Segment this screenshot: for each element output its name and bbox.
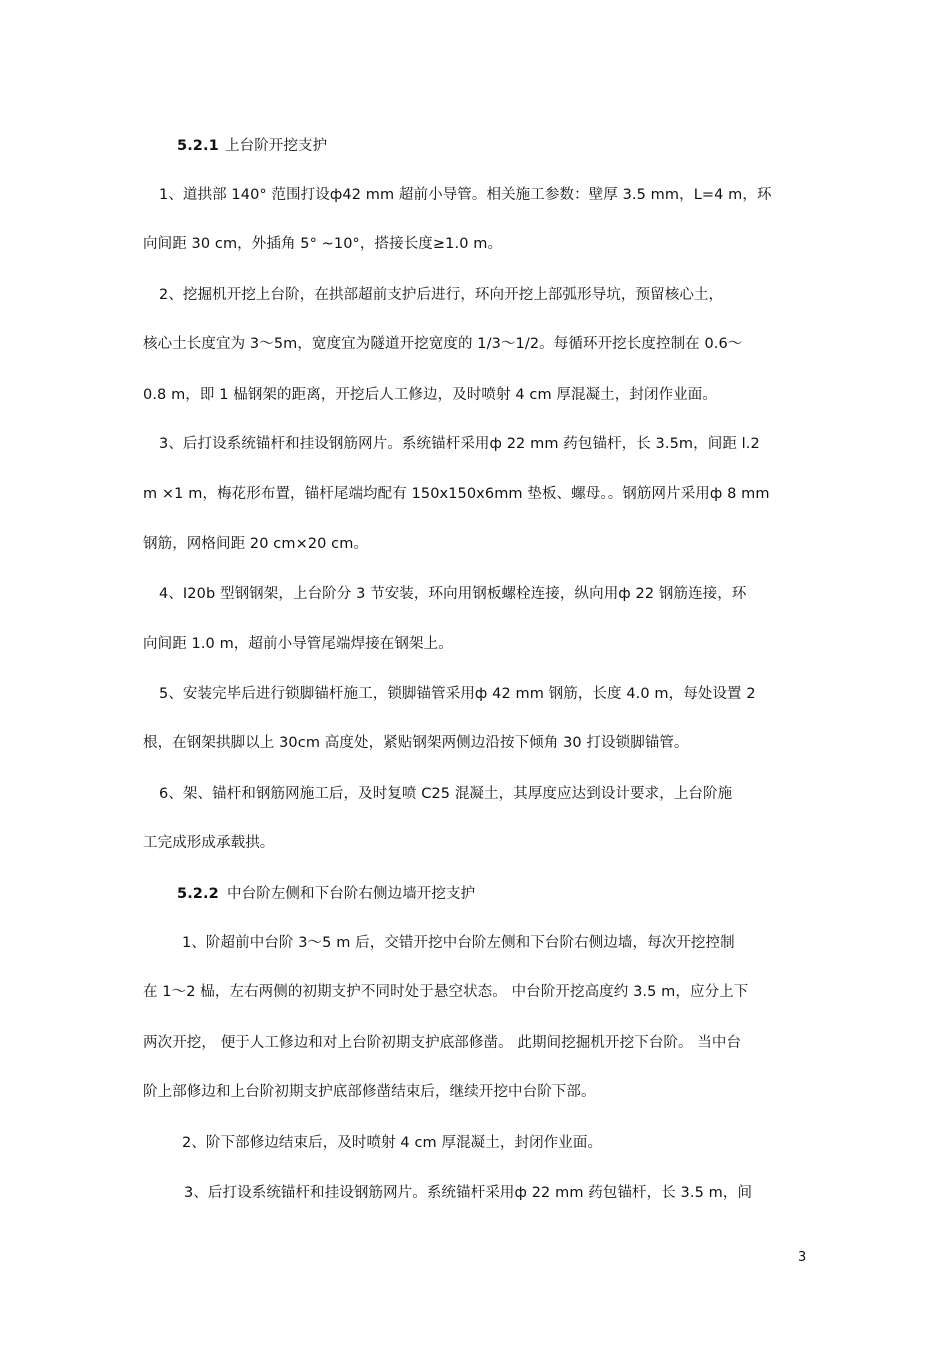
paragraph-line: 3、后打设系统锚杆和挂设钢筋网片。系统锚杆采用ф 22 mm 药包锚杆，长 3.5 m，间 xyxy=(184,1185,753,1201)
paragraph-line: 根，在钢架拱脚以上 30cm 高度处，紧贴钢架两侧边沿按下倾角 30 打设锁脚锚管。 xyxy=(143,735,689,751)
paragraph-line: 1、道拱部 140° 范围打设ф42 mm 超前小导管。相关施工参数：壁厚 3.5 mm，L=4 m，环 xyxy=(159,187,772,203)
section-title-5-2-1: 上台阶开挖支护 xyxy=(225,138,328,154)
paragraph-line: 钢筋，网格间距 20 cm×20 cm。 xyxy=(143,536,369,552)
paragraph-line: 6、架、锚杆和钢筋网施工后，及时复喷 C25 混凝土，其厚度应达到设计要求，上台阶施 xyxy=(159,786,733,802)
paragraph-line: 向间距 30 cm，外插角 5° ~10°，搭接长度≥1.0 m。 xyxy=(143,236,503,252)
paragraph-line: 0.8 m，即 1 榀钢架的距离，开挖后人工修边，及时喷射 4 cm 厚混凝土，封闭作业面。 xyxy=(143,387,717,403)
paragraph-line: 5、安装完毕后进行锁脚锚杆施工，锁脚锚管采用ф 42 mm 钢筋，长度 4.0 m，每处设置 2 xyxy=(159,686,756,702)
section-number-5-2-2: 5.2.2 xyxy=(177,886,219,902)
paragraph-line: 2、挖掘机开挖上台阶，在拱部超前支护后进行，环向开挖上部弧形导坑，预留核心土， xyxy=(159,287,724,303)
section-number-5-2-1: 5.2.1 xyxy=(177,138,219,154)
paragraph-line: 工完成形成承载拱。 xyxy=(143,835,275,851)
paragraph-line: 在 1～2 榀，左右两侧的初期支护不同时处于悬空状态。 中台阶开挖高度约 3.5 m，应分上下 xyxy=(143,984,749,1000)
paragraph-line: 两次开挖， 便于人工修边和对上台阶初期支护底部修凿。 此期间挖掘机开挖下台阶。 当中台 xyxy=(143,1035,742,1051)
paragraph-line: 向间距 1.0 m，超前小导管尾端焊接在钢架上。 xyxy=(143,636,453,652)
paragraph-line: 2、阶下部修边结束后，及时喷射 4 cm 厚混凝土，封闭作业面。 xyxy=(182,1135,603,1151)
paragraph-line: 阶上部修边和上台阶初期支护底部修凿结束后，继续开挖中台阶下部。 xyxy=(143,1084,596,1100)
paragraph-line: 3、后打设系统锚杆和挂设钢筋网片。系统锚杆采用ф 22 mm 药包锚杆，长 3.5m，间距 l.2 xyxy=(159,436,760,452)
paragraph-line: 1、阶超前中台阶 3～5 m 后，交错开挖中台阶左侧和下台阶右侧边墙，每次开挖控制 xyxy=(182,935,735,951)
page-number: 3 xyxy=(798,1250,807,1265)
paragraph-line: 4、I20b 型钢钢架，上台阶分 3 节安装，环向用钢板螺栓连接，纵向用ф 22 钢筋连接，环 xyxy=(159,586,747,602)
paragraph-line: 核心土长度宜为 3～5m，宽度宜为隧道开挖宽度的 1/3～1/2。每循环开挖长度控制在 0.6～ xyxy=(143,336,743,352)
section-title-5-2-2: 中台阶左侧和下台阶右侧边墙开挖支护 xyxy=(227,886,476,902)
paragraph-line: m ×1 m，梅花形布置，锚杆尾端均配有 150x150x6mm 垫板、螺母。。钢筋网片采用ф 8 mm xyxy=(143,486,770,502)
